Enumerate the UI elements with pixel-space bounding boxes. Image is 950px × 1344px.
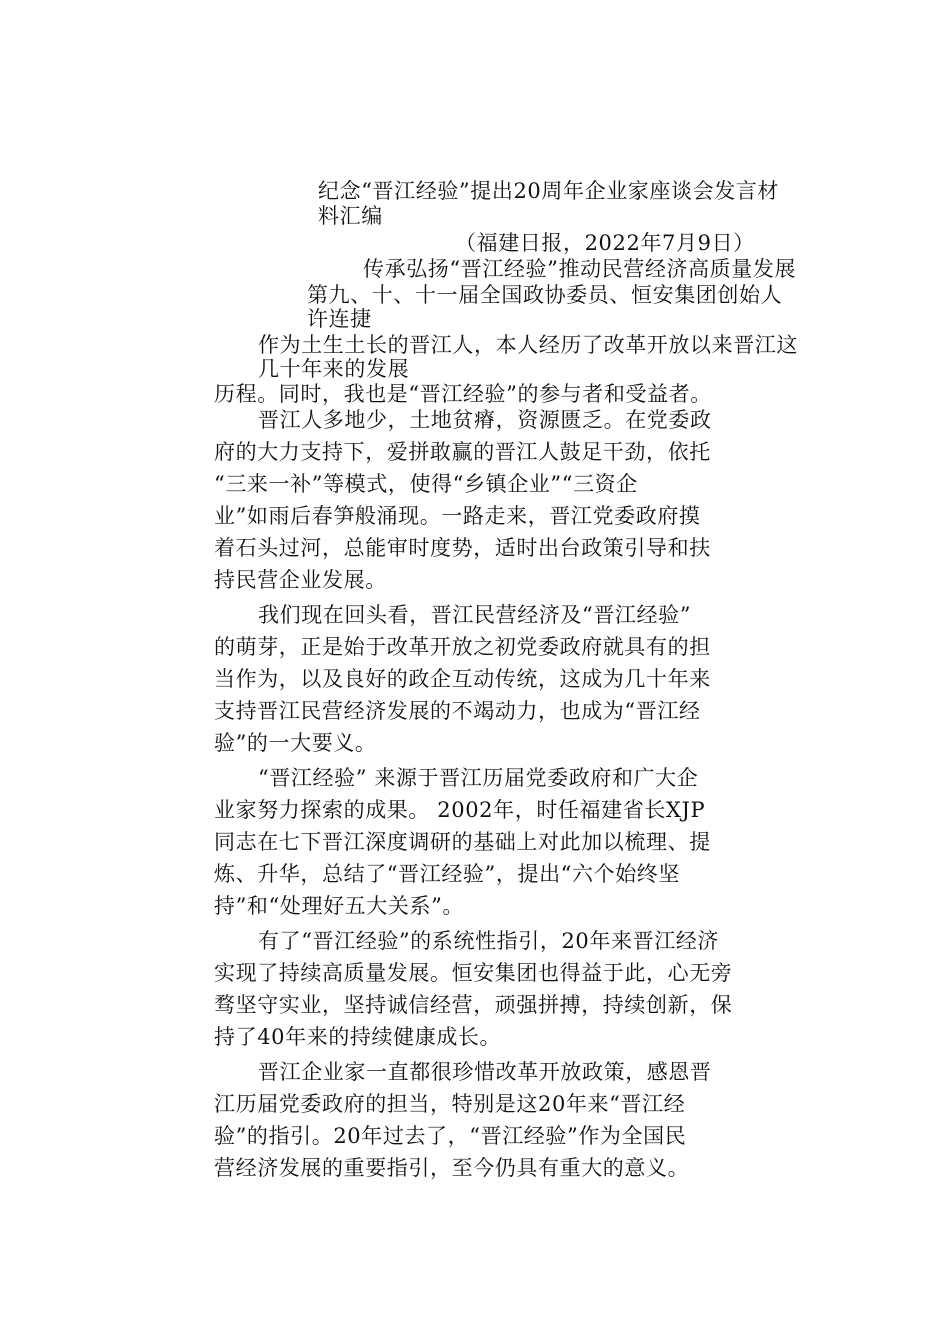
paragraph-line: 实现了持续高质量发展。恒安集团也得益于此，心无旁 [214, 961, 733, 985]
paragraph-line: 验”的一大要义。 [214, 731, 377, 755]
paragraph-line: 业”如雨后春笋般涌现。一路走来，晋江党委政府摸 [214, 504, 701, 528]
paragraph-line: 江历届党委政府的担当，特别是这20年来“晋江经 [214, 1092, 686, 1116]
author-line-1: 第九、十、十一届全国政协委员、恒安集团创始人 [307, 283, 783, 307]
article-title: 传承弘扬“晋江经验”推动民营经济高质量发展 [363, 257, 797, 281]
paragraph-line: 骛坚守实业，坚持诚信经营，顽强拼搏，持续创新，保 [214, 993, 733, 1017]
paragraph-line: 持”和“处理好五大关系”。 [214, 894, 465, 918]
paragraph-line: 支持晋江民营经济发展的不竭动力，也成为“晋江经 [214, 699, 701, 723]
intro-line: 几十年来的发展 [258, 357, 410, 381]
paragraph-line: 炼、升华，总结了“晋江经验”，提出“六个始终坚 [214, 862, 681, 886]
paragraph-line: 业家努力探索的成果。 2002年，时任福建省长XJP [214, 798, 706, 822]
intro-line: 作为土生土长的晋江人，本人经历了改革开放以来晋江这 [258, 333, 798, 357]
paragraph-line: 持民营企业发展。 [214, 568, 387, 592]
paragraph-line: 我们现在回头看，晋江民营经济及“晋江经验” [258, 603, 692, 627]
paragraph-line: 晋江人多地少，土地贫瘠，资源匮乏。在党委政 [258, 408, 712, 432]
paragraph-line: 晋江企业家一直都很珍惜改革开放政策，感恩晋 [258, 1060, 712, 1084]
paragraph-line: 持了40年来的持续健康成长。 [214, 1025, 502, 1049]
source-line: （福建日报，2022年7月9日） [455, 231, 755, 255]
author-line-2: 许连捷 [307, 307, 372, 331]
paragraph-line: 当作为，以及良好的政企互动传统，这成为几十年来 [214, 667, 711, 691]
paragraph-line: 有了“晋江经验”的系统性指引，20年来晋江经济 [258, 929, 719, 953]
intro-line: 历程。同时，我也是“晋江经验”的参与者和受益者。 [214, 382, 712, 406]
collection-title-line-1: 纪念“晋江经验”提出20周年企业家座谈会发言材 [318, 179, 779, 203]
paragraph-line: 验”的指引。20年过去了，“晋江经验”作为全国民 [214, 1124, 687, 1148]
collection-title-line-2: 料汇编 [318, 204, 383, 228]
paragraph-line: 的萌芽，正是始于改革开放之初党委政府就具有的担 [214, 635, 711, 659]
paragraph-line: 着石头过河，总能审时度势，适时出台政策引导和扶 [214, 536, 711, 560]
paragraph-line: 府的大力支持下，爱拼敢赢的晋江人鼓足干劲，依托 [214, 440, 711, 464]
paragraph-line: “晋江经验” 来源于晋江历届党委政府和广大企 [258, 766, 699, 790]
paragraph-line: 营经济发展的重要指引，至今仍具有重大的意义。 [214, 1156, 690, 1180]
paragraph-line: 同志在七下晋江深度调研的基础上对此加以梳理、提 [214, 830, 711, 854]
paragraph-line: “三来一补”等模式，使得“乡镇企业”“三资企 [214, 472, 638, 496]
